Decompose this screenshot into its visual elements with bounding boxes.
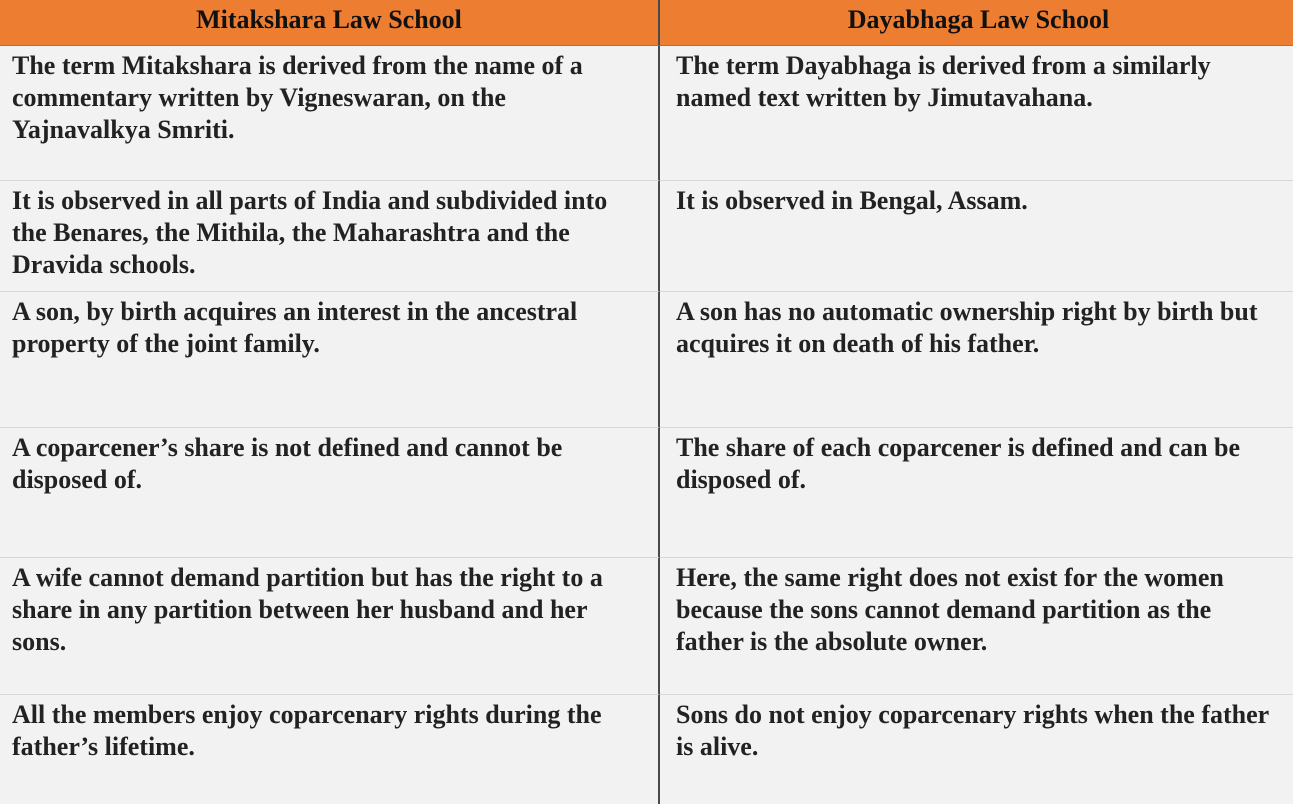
table-cell-dayabhaga: Here, the same right does not exist for the women because the sons cannot demand partition as the father is the absolute owner. bbox=[660, 558, 1293, 695]
table-cell-mitakshara: The term Mitakshara is derived from the name of a commentary written by Vigneswaran, on the Yajnavalkya Smriti. bbox=[0, 46, 660, 181]
table-cell-mitakshara: It is observed in all parts of India and subdivided into the Benares, the Mithila, the Maharashtra and the Dravida schools. bbox=[0, 181, 660, 292]
table-cell-dayabhaga: Sons do not enjoy coparcenary rights when the father is alive. bbox=[676, 700, 1269, 761]
table-cell-mitakshara: All the members enjoy coparcenary rights during the father’s lifetime. bbox=[0, 695, 660, 804]
table-cell-dayabhaga: The share of each coparcener is defined and can be disposed of. bbox=[660, 428, 1293, 558]
table-cell-mitakshara: A wife cannot demand partition but has the right to a share in any partition between her husband and her sons. bbox=[0, 558, 660, 695]
column-header-mitakshara: Mitakshara Law School bbox=[0, 0, 660, 46]
column-header-dayabhaga: Dayabhaga Law School bbox=[660, 0, 1293, 46]
table-cell-mitakshara: A coparcener’s share is not defined and cannot be disposed of. bbox=[0, 428, 660, 558]
table-cell-mitakshara: A son, by birth acquires an interest in the ancestral property of the joint family. bbox=[0, 292, 660, 428]
table-cell-dayabhaga: It is observed in Bengal, Assam. bbox=[660, 181, 1293, 292]
table-cell-dayabhaga: A son has no automatic ownership right by birth but acquires it on death of his father. bbox=[660, 292, 1293, 428]
table-cell-dayabhaga: The term Dayabhaga is derived from a similarly named text written by Jimutavahana. bbox=[660, 46, 1293, 181]
